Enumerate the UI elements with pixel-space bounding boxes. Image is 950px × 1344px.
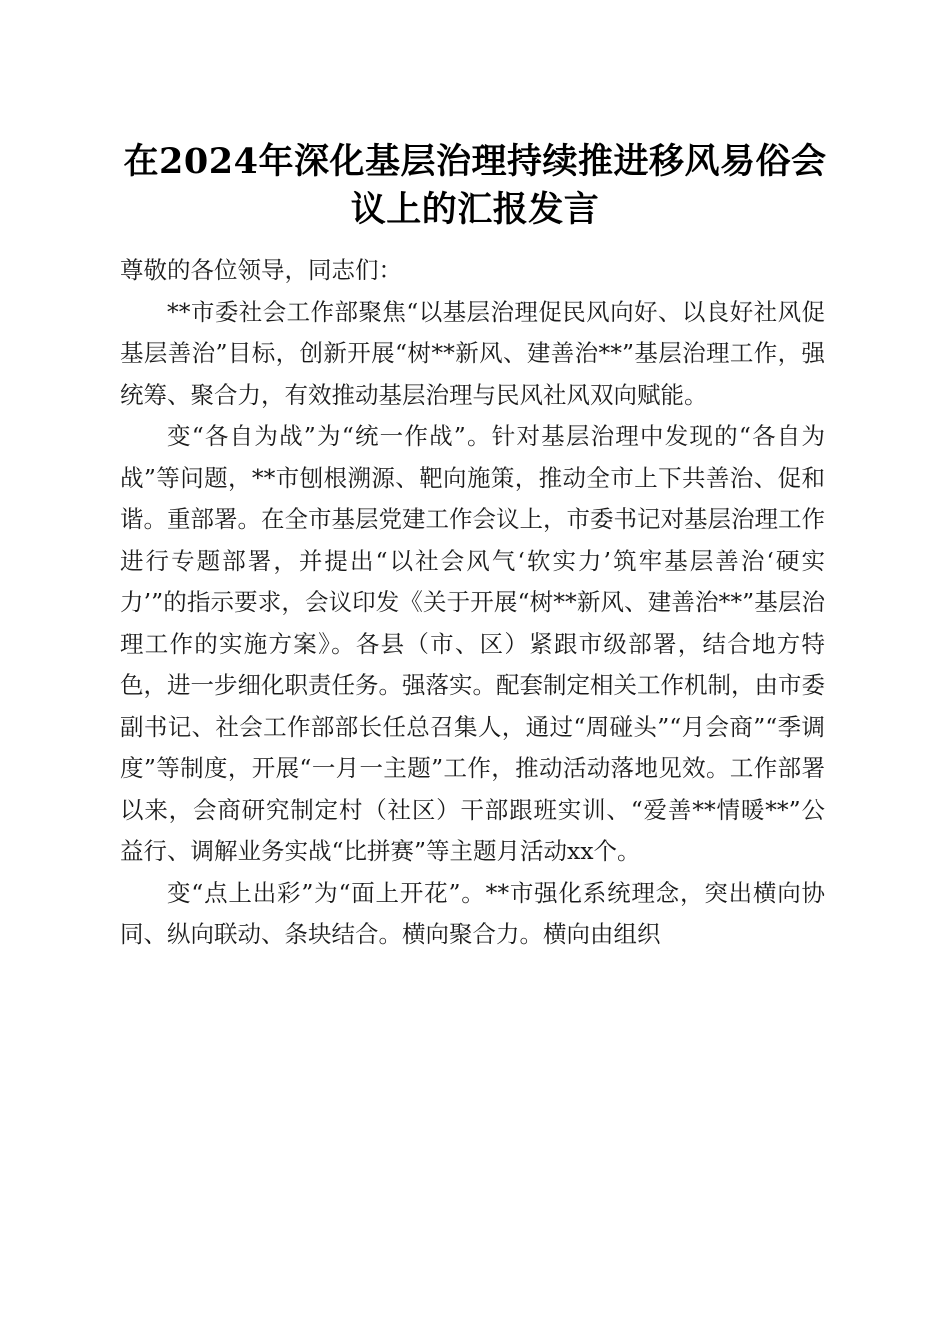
document-title: 在2024年深化基层治理持续推进移风易俗会议上的汇报发言 [123,141,827,230]
paragraph-point-to-area: 变“点上出彩”为“面上开花”。**市强化系统理念，突出横向协同、纵向联动、条块结合。横向聚合力。横向由组织 [120,878,825,948]
salutation: 尊敬的各位领导，同志们： [120,256,402,284]
document-body [120,250,825,956]
paragraph-unified-action: 变“各自为战”为“统一作战”。针对基层治理中发现的“各自为战”等问题，**市刨根溯源、靶向施策，推动全市上下共善治、促和谐。重部署。在全市基层党建工作会议上，市委书记对基层治理工作进行专题部署，并提出“以社会风气‘软实力’筑牢基层善治‘硬实力’”的指示要求，会议印发《关于开展“树**新风、建善治**”基层治理工作的实施方案》。各县（市、区）紧跟市级部署，结合地方特色，进一步细化职责任务。强落实。配套制定相关工作机制，由市委副书记、社会工作部部长任总召集人，通过“周碰头”“月会商”“季调度”等制度，开展“一月一主题”工作，推动活动落地见效。工作部署以来，会商研究制定村（社区）干部跟班实训、“爱善**情暖**”公益行、调解业务实战“比拼赛”等主题月活动xx个。 [120,422,825,865]
paragraph-intro: **市委社会工作部聚焦“以基层治理促民风向好、以良好社风促基层善治”目标，创新开展“树**新风、建善治**”基层治理工作，强统筹、聚合力，有效推动基层治理与民风社风双向赋能。 [120,297,825,409]
